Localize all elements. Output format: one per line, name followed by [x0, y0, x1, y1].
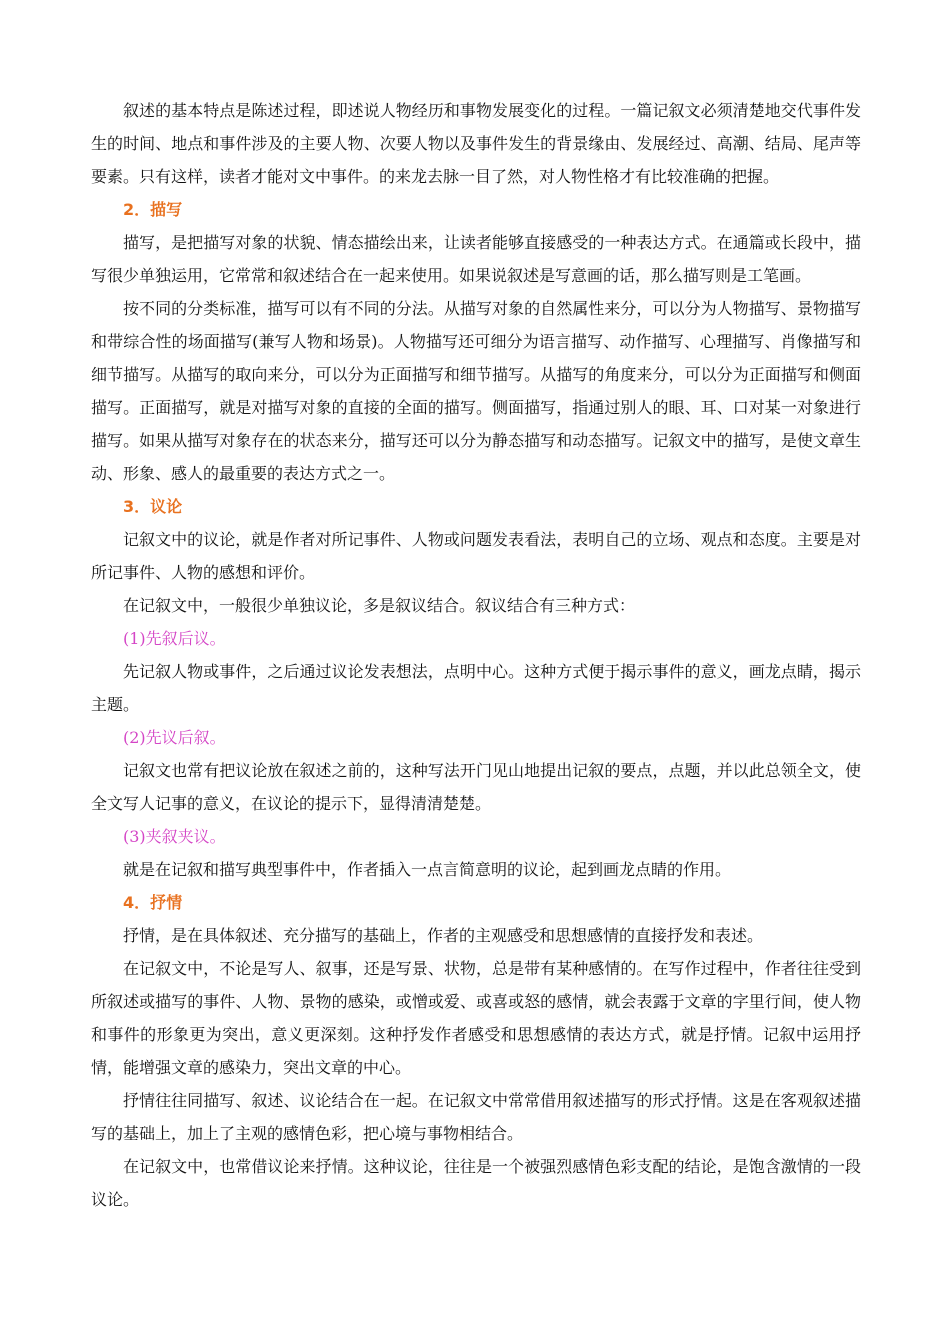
document-body: [91, 94, 861, 1216]
paragraph-narration-features: 叙述的基本特点是陈述过程，即述说人物经历和事物发展变化的过程。一篇记叙文必须清楚地交代事件发生的时间、地点和事件涉及的主要人物、次要人物以及事件发生的背景缘由、发展经过、高潮、结局、尾声等要素。只有这样，读者才能对文中事件。的来龙去脉一目了然，对人物性格才有比较准确的把握。: [91, 101, 861, 186]
paragraph-argument-definition: 记叙文中的议论，就是作者对所记事件、人物或问题发表看法，表明自己的立场、观点和态度。主要是对所记事件、人物的感想和评价。: [91, 530, 861, 582]
paragraph-narrate-then-argue: 先记叙人物或事件，之后通过议论发表想法，点明中心。这种方式便于揭示事件的意义，画龙点睛，揭示主题。: [91, 662, 861, 714]
paragraph-argument-modes: 在记叙文中，一般很少单独议论，多是叙议结合。叙议结合有三种方式：: [123, 596, 636, 615]
subheading-narrate-then-argue: (1)先叙后议。: [123, 629, 226, 648]
subheading-argue-then-narrate: (2)先议后叙。: [123, 728, 226, 747]
paragraph-lyric-combined: 抒情往往同描写、叙述、议论结合在一起。在记叙文中常常借用叙述描写的形式抒情。这是在客观叙述描写的基础上，加上了主观的感情色彩，把心境与事物相结合。: [91, 1091, 861, 1143]
paragraph-argue-then-narrate: 记叙文也常有把议论放在叙述之前的，这种写法开门见山地提出记叙的要点，点题，并以此总领全文，使全文写人记事的意义，在议论的提示下，显得清清楚楚。: [91, 761, 861, 813]
paragraph-description-definition: 描写，是把描写对象的状貌、情态描绘出来，让读者能够直接感受的一种表达方式。在通篇或长段中，描写很少单独运用，它常常和叙述结合在一起来使用。如果说叙述是写意画的话，那么描写则是工笔画。: [91, 233, 861, 285]
section-heading-description: 2．描写: [123, 200, 183, 219]
section-heading-argument: 3．议论: [123, 497, 183, 516]
paragraph-description-types: 按不同的分类标准，描写可以有不同的分法。从描写对象的自然属性来分，可以分为人物描写、景物描写和带综合性的场面描写(兼写人物和场景)。人物描写还可细分为语言描写、动作描写、心理描写、肖像描写和细节描写。从描写的取向来分，可以分为正面描写和细节描写。从描写的角度来分，可以分为正面描写和侧面描写。正面描写，就是对描写对象的直接的全面的描写。侧面描写，指通过别人的眼、耳、口对某一对象进行描写。如果从描写对象存在的状态来分，描写还可以分为静态描写和动态描写。记叙文中的描写，是使文章生动、形象、感人的最重要的表达方式之一。: [91, 299, 861, 483]
paragraph-lyric-in-narrative: 在记叙文中，不论是写人、叙事，还是写景、状物，总是带有某种感情的。在写作过程中，作者往往受到所叙述或描写的事件、人物、景物的感染，或憎或爱、或喜或怒的感情，就会表露于文章的字里行间，使人物和事件的形象更为突出，意义更深刻。这种抒发作者感受和思想感情的表达方式，就是抒情。记叙中运用抒情，能增强文章的感染力，突出文章的中心。: [91, 959, 861, 1077]
paragraph-lyric-definition: 抒情，是在具体叙述、充分描写的基础上，作者的主观感受和思想感情的直接抒发和表述。: [123, 926, 764, 945]
subheading-interleaved: (3)夹叙夹议。: [123, 827, 226, 846]
section-heading-lyric: 4．抒情: [123, 893, 183, 912]
paragraph-lyric-through-argument: 在记叙文中，也常借议论来抒情。这种议论，往往是一个被强烈感情色彩支配的结论，是饱含激情的一段议论。: [91, 1157, 861, 1209]
paragraph-interleaved: 就是在记叙和描写典型事件中，作者插入一点言简意明的议论，起到画龙点睛的作用。: [123, 860, 732, 879]
